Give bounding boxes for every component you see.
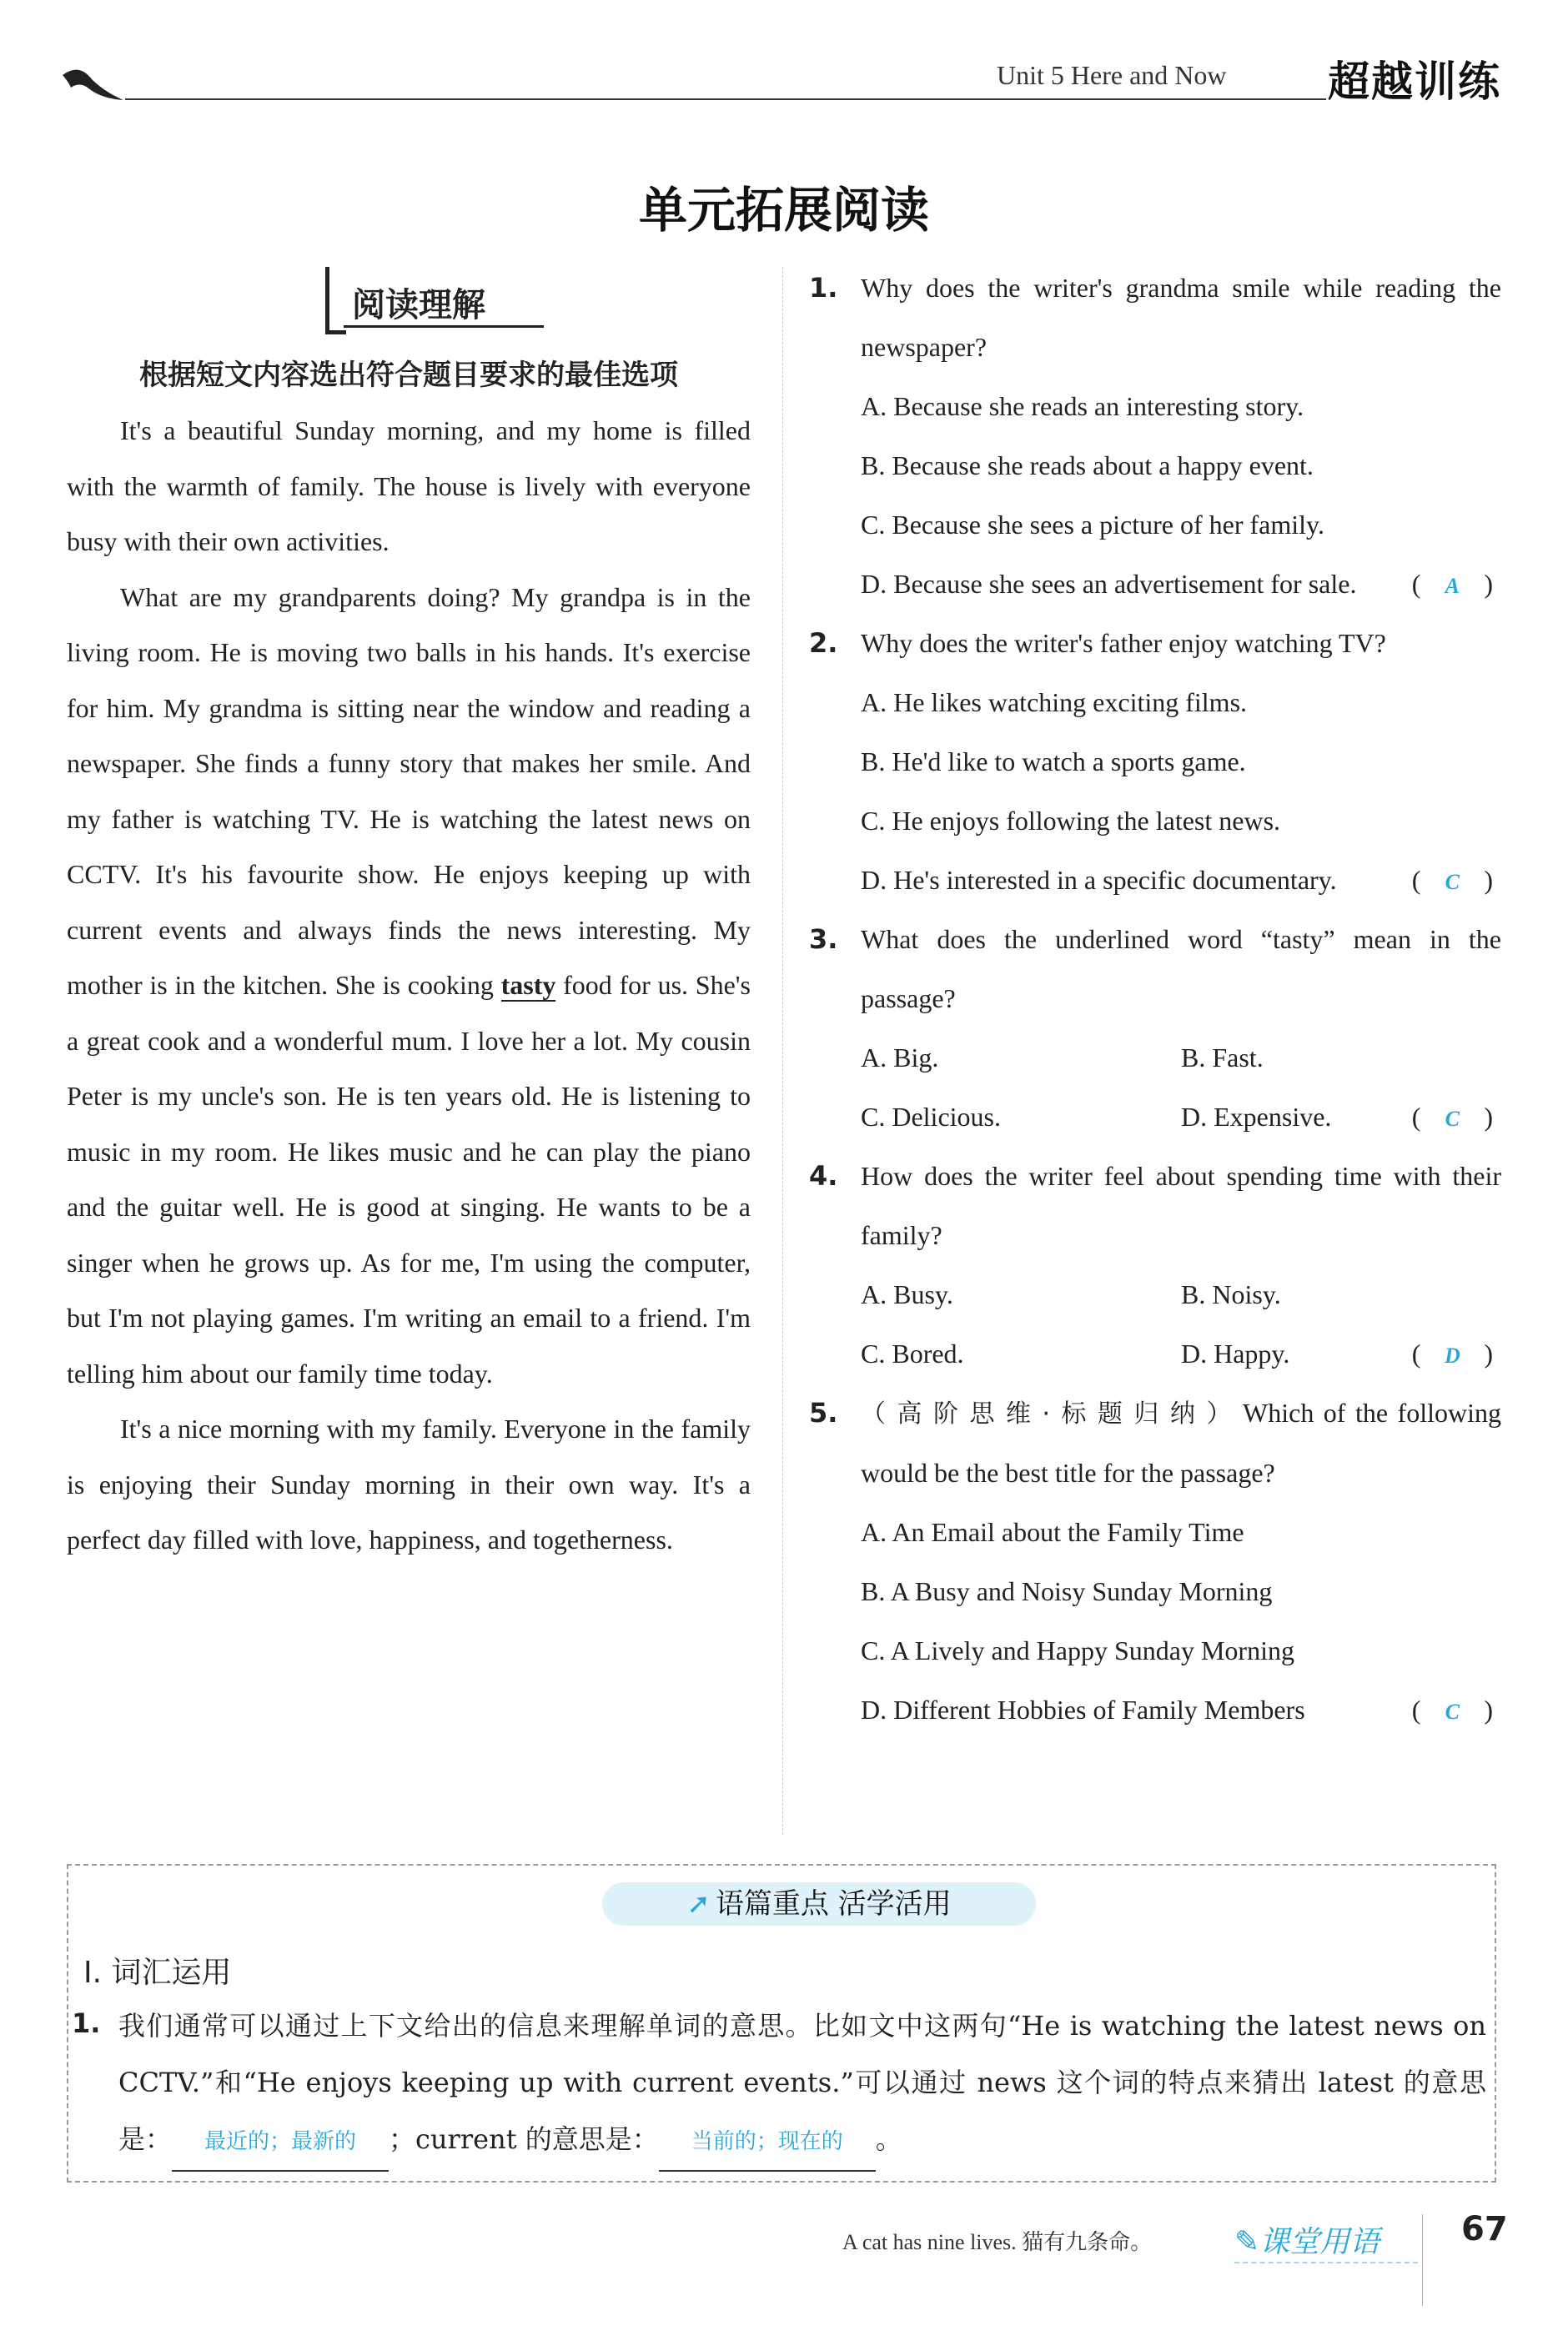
page-number: 67: [1461, 2210, 1508, 2248]
option: B. Fast.: [1181, 1042, 1264, 1073]
answer-mark: C: [1445, 1700, 1460, 1724]
answer-mark: A: [1445, 574, 1460, 598]
footer-label: ✎课堂用语: [1234, 2225, 1380, 2259]
question-number: 4.: [809, 1160, 838, 1192]
question-stem: （高阶思维·标题归纳）Which of the following would be the best title for the passage?: [861, 1398, 1501, 1488]
underlined-word-tasty: tasty: [500, 970, 556, 1000]
option: B. He'd like to watch a sports game.: [861, 746, 1246, 776]
question-3: [809, 910, 1501, 1147]
option: A. Busy.: [861, 1279, 953, 1309]
option: B. Because she reads about a happy event.: [861, 450, 1314, 480]
question-number: 3.: [809, 923, 838, 955]
option: A. Big.: [861, 1042, 939, 1073]
question-2: [809, 614, 1501, 910]
option: C. He enjoys following the latest news.: [861, 806, 1281, 836]
section-heading: [325, 267, 751, 334]
column-divider: [782, 267, 783, 1835]
section-label: 阅读理解: [352, 286, 485, 324]
option: C. Bored.: [861, 1339, 964, 1369]
question-tag: （高阶思维·标题归纳）: [861, 1399, 1244, 1429]
answer-mark: D: [1444, 1344, 1460, 1368]
option: A. An Email about the Family Time: [861, 1517, 1244, 1547]
question-1: [809, 259, 1501, 614]
question-4: [809, 1147, 1501, 1384]
vocab-section-title: Ⅰ. 词汇运用: [83, 1956, 232, 1990]
answer-slot: ( C ): [1412, 1689, 1493, 1733]
option: C. Delicious.: [861, 1102, 1001, 1132]
question-stem: Why does the writer's father enjoy watching TV?: [861, 628, 1386, 658]
option: B. Noisy.: [1181, 1279, 1281, 1309]
option: D. Happy.: [1181, 1339, 1290, 1369]
header-unit-label: Unit 5 Here and Now: [997, 60, 1227, 90]
vocab-question-number: 1.: [72, 2007, 101, 2039]
question-stem: What does the underlined word “tasty” mean in the passage?: [861, 924, 1501, 1013]
key-points-box: [67, 1864, 1496, 2183]
question-number: 5.: [809, 1397, 838, 1429]
question-number: 2.: [809, 627, 838, 659]
option: D. He's interested in a specific documentary.: [861, 865, 1337, 895]
option: A. Because she reads an interesting story.: [861, 391, 1304, 421]
question-5: [809, 1384, 1501, 1740]
vocab-question-text: 我们通常可以通过上下文给出的信息来理解单词的意思。比如文中这两句“He is watching the latest news on CCTV.”和“He enjoys keeping up with current events.”可以通过 news 这个词的特点来猜出 latest 的意思是： 最近的；最新的 ；current 的意思是： 当前的；现在的 。: [118, 1997, 1486, 2172]
reading-passage-column: [67, 267, 751, 1568]
header-brand: 超越训练: [1328, 58, 1501, 106]
bird-logo-icon: [58, 58, 125, 108]
heading-bracket-icon: [325, 267, 346, 334]
option: B. A Busy and Noisy Sunday Morning: [861, 1576, 1273, 1606]
answer-mark: C: [1445, 1107, 1460, 1131]
option: C. Because she sees a picture of her family.: [861, 510, 1324, 540]
answer-blank-latest: 最近的；最新的: [172, 2113, 389, 2172]
passage-paragraph-3: It's a nice morning with my family. Everyone in the family is enjoying their Sunday morning in their own way. It's a perfect day filled with love, happiness, and togetherness.: [67, 1414, 751, 1555]
questions-column: [809, 259, 1501, 1740]
passage: [67, 403, 751, 1568]
option: D. Because she sees an advertisement for sale.: [861, 569, 1357, 599]
option: D. Expensive.: [1181, 1102, 1332, 1132]
answer-slot: ( A ): [1412, 563, 1493, 607]
key-points-pill: ➚ 语篇重点 活学活用: [602, 1882, 1036, 1926]
answer-mark: C: [1445, 870, 1460, 894]
header-rule: [125, 98, 1326, 100]
instruction-text: 根据短文内容选出符合题目要求的最佳选项: [139, 359, 678, 392]
option: A. He likes watching exciting films.: [861, 687, 1248, 717]
question-stem: Why does the writer's grandma smile while reading the newspaper?: [861, 273, 1501, 362]
option: D. Different Hobbies of Family Members: [861, 1695, 1305, 1725]
answer-slot: ( C ): [1412, 1096, 1493, 1140]
answer-slot: ( D ): [1412, 1333, 1493, 1377]
answer-slot: ( C ): [1412, 859, 1493, 903]
pen-icon: ✎: [1234, 2225, 1260, 2259]
footer-proverb: A cat has nine lives. 猫有九条命。: [842, 2230, 1153, 2254]
passage-paragraph-2: What are my grandparents doing? My grandpa is in the living room. He is moving two balls in his hands. It's exercise for him. My grandma is sitting near the window and reading a newspaper. She finds a funny story that makes her smile. And my father is watching TV. He is watching the latest news on CCTV. It's his favourite show. He enjoys keeping up with current events and always finds the news interesting. My mother is in the kitchen. She is cooking tasty food for us. She's a great cook and a wonderful mum. I love her a lot. My cousin Peter is my uncle's son. He is ten years old. He is listening to music in my room. He likes music and he can play the piano and the guitar well. He is good at singing. He wants to be a singer when he grows up. As for me, I'm using the computer, but I'm not playing games. I'm writing an email to a friend. I'm telling him about our family time today.: [67, 581, 751, 1389]
page-title: 单元拓展阅读: [638, 182, 929, 239]
question-number: 1.: [809, 272, 838, 304]
passage-paragraph-1: It's a beautiful Sunday morning, and my home is filled with the warmth of family. The house is lively with everyone busy with their own activities.: [67, 415, 751, 556]
arrow-icon: ➚: [686, 1887, 711, 1921]
answer-blank-current: 当前的；现在的: [659, 2113, 876, 2172]
option: C. A Lively and Happy Sunday Morning: [861, 1635, 1294, 1665]
question-stem: How does the writer feel about spending time with their family?: [861, 1161, 1501, 1250]
